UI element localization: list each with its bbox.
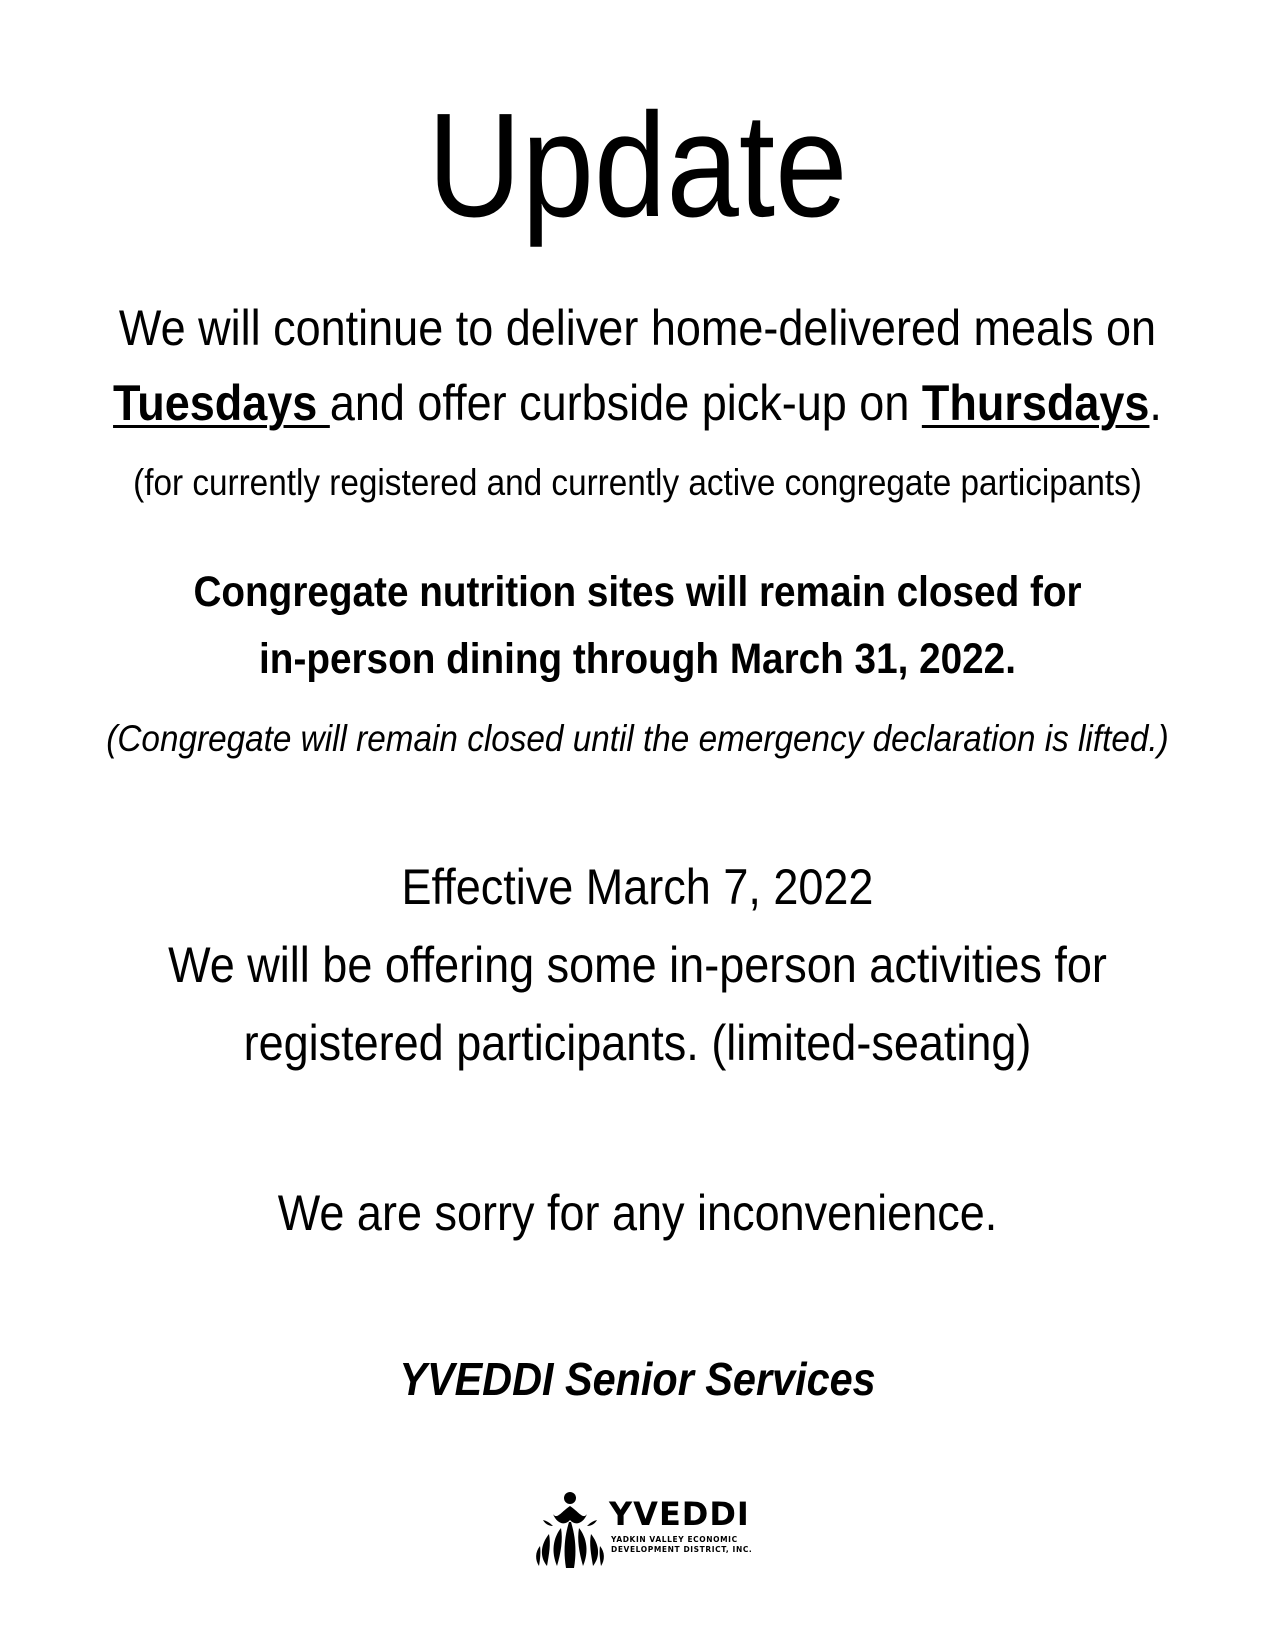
people-leaves-icon [535,1490,605,1570]
delivery-middle-text: and offer curbside pick-up on [329,375,922,431]
closure-line-2: in-person dining through March 31, 2022. [259,635,1016,683]
delivery-line-1: We will continue to deliver home-delivered meals on [118,300,1157,356]
delivery-line-2 [64,375,1212,431]
delivery-day-tuesdays: Tuesdays [113,375,330,431]
delivery-note: (for currently registered and currently active congregate participants) [133,462,1142,503]
yveddi-logo [535,1490,755,1570]
closure-note: (Congregate will remain closed until the emergency declaration is lifted.) [106,718,1169,759]
delivery-end-punct: . [1149,375,1162,431]
logo-tagline-1: YADKIN VALLEY ECONOMIC [611,1535,738,1544]
logo-tagline-2: DEVELOPMENT DISTRICT, INC. [611,1545,753,1554]
page-title: Update [427,83,848,248]
signature: YVEDDI Senior Services [399,1353,876,1405]
closure-line-1: Congregate nutrition sites will remain closed for [193,568,1082,616]
activities-line-3: registered participants. (limited-seating) [243,1015,1032,1071]
delivery-day-thursdays: Thursdays [921,375,1150,431]
logo-name: YVEDDI [609,1495,750,1533]
activities-line-2: We will be offering some in-person activities for [168,937,1107,993]
activities-effective-date: Effective March 7, 2022 [401,859,874,915]
apology-text: We are sorry for any inconvenience. [277,1185,998,1241]
